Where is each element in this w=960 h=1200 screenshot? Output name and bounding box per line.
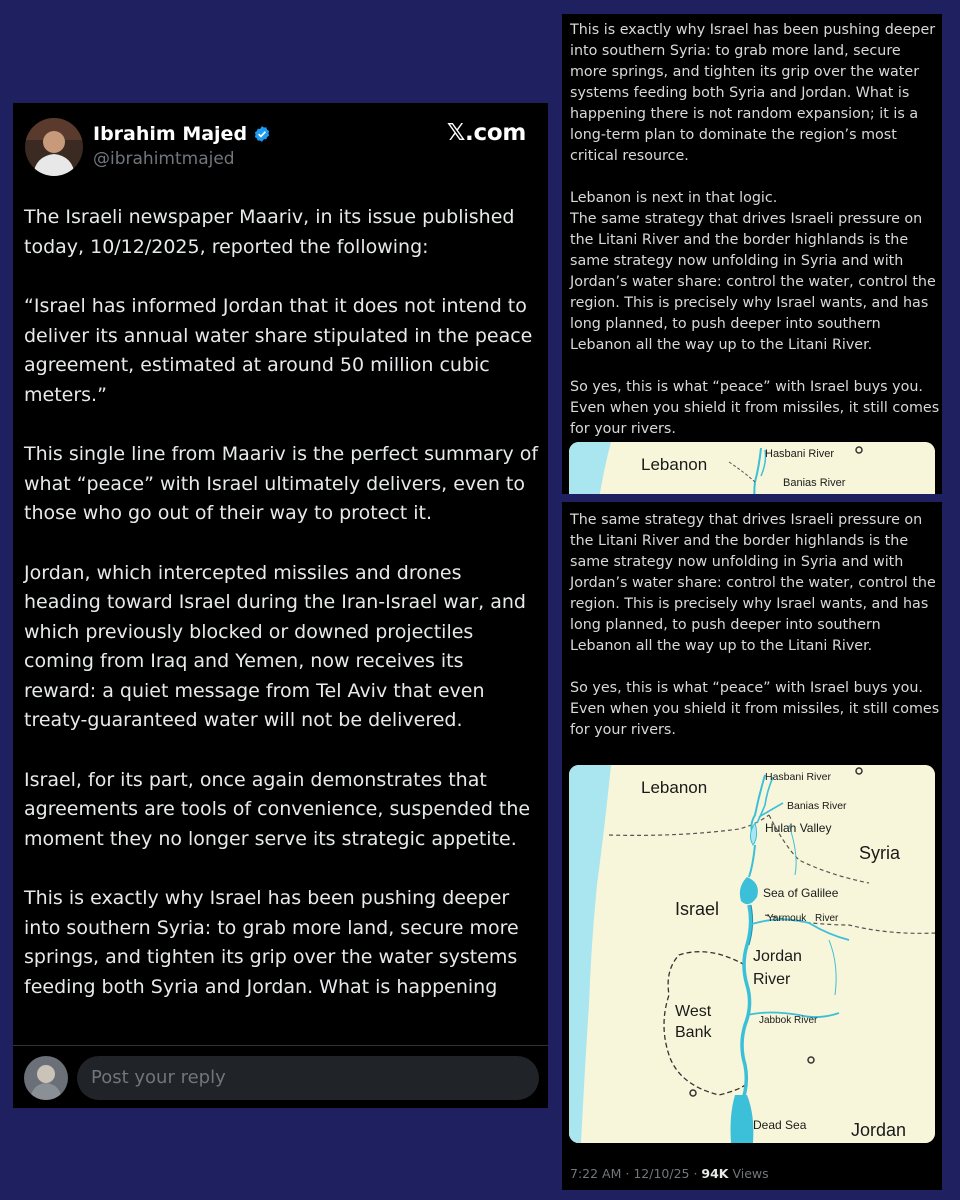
map-label-west-bank-2: Bank	[675, 1024, 712, 1041]
map-label-dead-sea: Dead Sea	[753, 1118, 807, 1132]
main-tweet-screenshot	[13, 103, 548, 1108]
map-label-jordan-river-1: Jordan	[753, 948, 802, 965]
tweet-date[interactable]: 12/10/25	[633, 1166, 690, 1181]
continuation-paragraph: So yes, this is what “peace” with Israel buys you. Even when you shield it from missiles, it still comes for your rivers.	[570, 379, 940, 437]
author-name[interactable]: Ibrahim Majed	[93, 123, 248, 145]
continuation-paragraph: The same strategy that drives Israeli pressure on the Litani River and the border highlands is the same strategy now unfolding in Syria and with Jordan’s water share: control the water, control the region. This is precisely why Israel wants, and has long planned, to push deeper into southern Lebanon all the way up to the Litani River.	[570, 512, 936, 654]
views-count: 94K	[701, 1166, 729, 1181]
tweet-time[interactable]: 7:22 AM	[570, 1166, 622, 1181]
author-name-row	[93, 123, 271, 145]
verified-badge-icon	[253, 125, 271, 143]
map-label-hasbani: Hasbani River	[765, 448, 835, 460]
tweet-paragraph: Jordan, which intercepted missiles and drones heading toward Israel during the Iran-Israel war, and which previously blocked or downed projectiles coming from Iraq and Yemen, now receives its reward: a quiet message from Tel Aviv that even treaty-guaranteed water will not be delivered.	[24, 561, 526, 731]
continuation-paragraph: This is exactly why Israel has been pushing deeper into southern Syria: to grab more land, secure more springs, and tighten its grip over the water systems feeding both Syria and Jordan. What is happening there is not random expansion; it is a long-term plan to dominate the region’s most critical resource.	[570, 22, 936, 164]
tweet-paragraph: This is exactly why Israel has been pushing deeper into southern Syria: to grab more land, secure more springs, and tighten its grip over the water systems feeding both Syria and Jordan. What is happening	[24, 887, 519, 998]
map-label-yarmouk-river: River	[815, 913, 839, 924]
map-label-hulah: Hulah Valley	[765, 821, 832, 835]
map-label-banias: Banias River	[787, 800, 847, 812]
map-label-lebanon: Lebanon	[641, 455, 708, 474]
continuation-text	[570, 20, 940, 461]
reply-input[interactable]: Post your reply	[77, 1056, 539, 1100]
map-label-syria: Syria	[859, 843, 901, 863]
continuation-text	[570, 510, 940, 762]
map-label-jabbok: Jabbok River	[759, 1015, 818, 1026]
site-logo: 𝕏.com	[446, 120, 526, 146]
tweet-meta: 7:22 AM · 12/10/25 · 94K Views	[570, 1166, 769, 1181]
map-image-cropped	[569, 442, 935, 494]
author-handle[interactable]: @ibrahimtmajed	[93, 149, 235, 169]
map-label-israel: Israel	[675, 899, 720, 919]
map-label-jordan: Jordan	[851, 1120, 907, 1140]
continuation-screenshot-bottom	[562, 502, 942, 1190]
map-label-lebanon: Lebanon	[641, 778, 708, 797]
continuation-paragraph: Lebanon is next in that logic. The same strategy that drives Israeli pressure on the Litani River and the border highlands is the same strategy now unfolding in Syria and with Jordan’s water share: control the water, control the region. This is precisely why Israel wants, and has long planned, to push deeper into southern Lebanon all the way up to the Litani River.	[570, 190, 936, 353]
map-label-banias: Banias River	[783, 477, 846, 489]
reply-bar	[13, 1045, 548, 1108]
map-label-hasbani: Hasbani River	[765, 771, 831, 783]
map-label-west-bank-1: West	[675, 1003, 712, 1020]
map-label-yarmouk: Yarmouk	[767, 913, 807, 924]
tweet-paragraph: Israel, for its part, once again demonstrates that agreements are tools of convenience, suspended the moment they no longer serve its strategic appetite.	[24, 768, 531, 850]
continuation-screenshot-top	[562, 14, 942, 494]
tweet-paragraph: This single line from Maariv is the perfect summary of what “peace” with Israel ultimately delivers, even to those who go out of their way to protect it.	[24, 443, 539, 524]
tweet-body	[24, 203, 540, 1032]
tweet-paragraph: “Israel has informed Jordan that it does not intend to deliver its annual water share stipulated in the peace agreement, estimated at around 50 million cubic meters.”	[24, 295, 533, 406]
views-label: Views	[732, 1166, 769, 1181]
author-avatar[interactable]	[25, 118, 83, 176]
user-avatar[interactable]	[24, 1056, 68, 1100]
map-label-jordan-river-2: River	[753, 971, 791, 988]
map-label-galilee: Sea of Galilee	[763, 886, 839, 900]
jordan-river-map	[569, 765, 935, 1143]
continuation-paragraph: So yes, this is what “peace” with Israel buys you. Even when you shield it from missiles, it still comes for your rivers.	[570, 680, 940, 738]
tweet-paragraph: The Israeli newspaper Maariv, in its issue published today, 10/12/2025, reported the following:	[24, 206, 515, 258]
